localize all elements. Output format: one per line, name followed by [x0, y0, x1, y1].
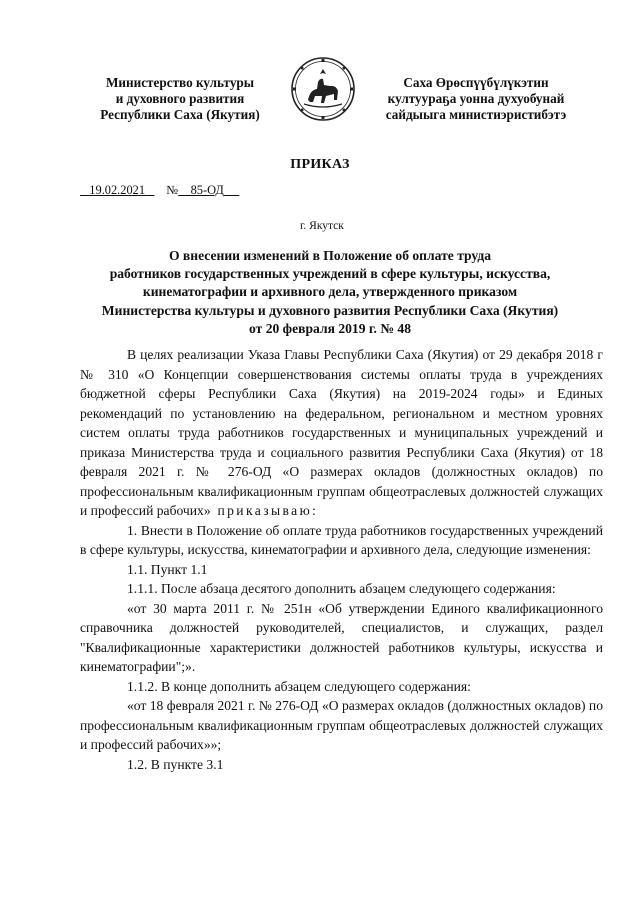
paragraph-1-1-1: 1.1.1. После абзаца десятого дополнить абзацем следующего содержания:: [127, 581, 556, 596]
order-number: 85-ОД: [190, 183, 224, 197]
subject-line: кинематографии и архивного дела, утвержденного приказом: [142, 284, 518, 300]
ministry-name-line: и духовного развития: [115, 91, 245, 106]
paragraph-1-1-2: 1.1.2. В конце дополнить абзацем следующего содержания:: [127, 678, 471, 694]
order-date-number: [80, 183, 239, 198]
preamble-text: В целях реализации Указа Главы Республики Саха (Якутия) от 29 декабря 2018 г № 310 «О Концепции совершенствования системы оплаты труда в учреждениях бюджетной сферы Республики Саха (Якутия) на 2019-2024 годы» и Единых рекомендаций по установлению на федеральном, региональном и местном уровнях систем оплаты труда работников государственных и муниципальных учреждений и приказа Министерства труда и социального развития Республики Саха (Якутия) от 18 февраля 2021 г. № 276-ОД «О размерах окладов (должностных окладов) по профессиональным квалификационным группам общеотраслевых должностей служащих и профессий рабочих»: [80, 347, 603, 518]
ministry-name-russian: [80, 75, 280, 123]
quote-1: «от 30 марта 2011 г. № 251н «Об утверждении Единого квалификационного справочника должностей руководителей, специалистов, и служащих, раздел "Квалификационные характеристики должностей работников культуры, искусства и кинематографии";».: [80, 600, 603, 674]
order-subject: [60, 247, 600, 338]
document-body: [80, 345, 603, 774]
subject-line: работников государственных учреждений в сфере культуры, искусства,: [109, 266, 551, 282]
paragraph-1-2: 1.2. В пункте 3.1: [127, 756, 224, 772]
number-sign: №: [166, 183, 179, 197]
city: г. Якутск: [300, 220, 344, 232]
document-header: [0, 54, 640, 134]
ministry-name-line: Саха Өрөспүүбүлүкэтин: [403, 75, 549, 90]
ministry-name-line: Министерство культуры: [105, 75, 255, 90]
quote-2: «от 18 февраля 2021 г. № 276-ОД «О размерах окладов (должностных окладов) по профессиональным квалификационным группам общеотраслевых должностей служащих и профессий рабочих»»;: [80, 698, 603, 752]
document-title: ПРИКАЗ: [290, 157, 350, 172]
republic-sakha-emblem-icon: [290, 56, 356, 122]
order-date: 19.02.2021: [89, 183, 146, 197]
ministry-name-sakha: [366, 75, 586, 123]
subject-line: О внесении изменений в Положение об оплате труда: [168, 248, 492, 263]
ministry-name-line: сайдыыга министиэристибэтэ: [385, 107, 567, 122]
paragraph-1-1: 1.1. Пункт 1.1: [127, 561, 208, 577]
subject-line: от 20 февраля 2019 г. № 48: [249, 320, 411, 336]
ministry-name-line: култуураҕа уонна духуобунай: [387, 91, 565, 106]
prikazyvayu-word: приказываю:: [217, 503, 319, 518]
preamble-paragraph: [80, 345, 603, 521]
subject-line: Министерства культуры и духовного развития Республики Саха (Якутия): [101, 302, 559, 318]
paragraph-1: 1. Внести в Положение об оплате труда работников государственных учреждений в сфере культуры, искусства, кинематографии и архивного дела, следующие изменения:: [80, 522, 603, 557]
ministry-name-line: Республики Саха (Якутия): [100, 107, 260, 122]
